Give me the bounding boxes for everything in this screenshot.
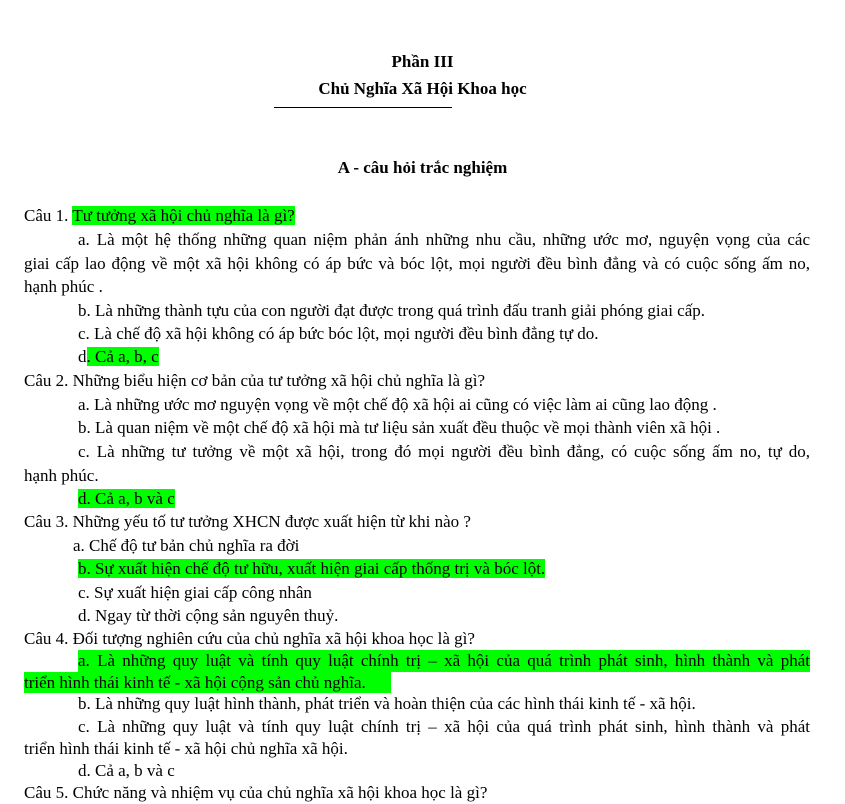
question-1-prefix: Câu 1. xyxy=(24,206,73,225)
q4-answer-c-line-2: triển hình thái kinh tế - xã hội chủ nghĩa xã hội. xyxy=(24,739,348,758)
subject-heading: Chủ Nghĩa Xã Hội Khoa học xyxy=(318,79,527,98)
q4-answer-a-line-1: a. Là những quy luật và tính quy luật chính trị – xã hội của quá trình phát sinh, hình thành và phát xyxy=(78,651,810,670)
q1-answer-d xyxy=(78,346,159,368)
q3-answer-d: d. Ngay từ thời cộng sản nguyên thuỷ. xyxy=(78,606,339,625)
q1-answer-a-line-2: giai cấp lao động về một xã hội không có áp bức và bóc lột, mọi người đều bình đẳng và có cuộc sống ấm no, xyxy=(24,254,810,273)
question-1-text: Tư tưởng xã hội chủ nghĩa là gì? xyxy=(72,206,295,225)
part-heading: Phần III xyxy=(391,52,454,71)
q1-answer-a-line-1: a. Là một hệ thống những quan niệm phản ánh những nhu cầu, những ước mơ, nguyện vọng của các xyxy=(78,230,810,249)
q1-answer-b: b. Là những thành tựu của con người đạt được trong quá trình đấu tranh giải phóng giai cấp. xyxy=(78,301,706,320)
q2-answer-d xyxy=(78,488,175,510)
q2-answer-b: b. Là quan niệm về một chế độ xã hội mà tư liệu sản xuất đều thuộc về mọi thành viên xã hội . xyxy=(78,418,721,437)
q1-answer-c: c. Là chế độ xã hội không có áp bức bóc lột, mọi người đều bình đẳng tự do. xyxy=(78,324,599,343)
q4-answer-d: d. Cả a, b và c xyxy=(78,761,175,780)
q1-answer-d-text: . Cả a, b, c xyxy=(86,347,159,366)
question-1 xyxy=(24,205,295,227)
question-2: Câu 2. Những biểu hiện cơ bản của tư tưởng xã hội chủ nghĩa là gì? xyxy=(24,371,486,390)
question-5: Câu 5. Chức năng và nhiệm vụ của chủ nghĩa xã hội khoa học là gì? xyxy=(24,783,488,802)
q3-answer-c: c. Sự xuất hiện giai cấp công nhân xyxy=(78,583,312,602)
question-3: Câu 3. Những yếu tố tư tưởng XHCN được xuất hiện từ khi nào ? xyxy=(24,512,471,531)
q2-answer-d-text: d. Cả a, b và c xyxy=(78,489,175,508)
q3-answer-b xyxy=(78,558,545,580)
heading-divider xyxy=(274,107,452,108)
q2-answer-c-line-1: c. Là những tư tưởng về một xã hội, trong đó mọi người đều bình đẳng, có cuộc sống ấm no, tự do, xyxy=(78,442,810,461)
q1-answer-d-letter: d xyxy=(78,347,87,366)
q4-answer-c-line-1: c. Là những quy luật và tính quy luật chính trị – xã hội của quá trình phát sinh, hình thành và phát xyxy=(78,717,810,736)
section-heading: A - câu hỏi trắc nghiệm xyxy=(337,158,508,177)
q3-answer-b-text: b. Sự xuất hiện chế độ tư hữu, xuất hiện giai cấp thống trị và bóc lột. xyxy=(78,559,546,578)
q2-answer-a: a. Là những ước mơ nguyện vọng về một chế độ xã hội ai cũng có việc làm ai cũng lao động . xyxy=(78,395,717,414)
q2-answer-c-line-2: hạnh phúc. xyxy=(24,466,99,485)
q3-answer-a: a. Chế độ tư bản chủ nghĩa ra đời xyxy=(73,536,300,555)
q4-answer-b: b. Là những quy luật hình thành, phát triển và hoàn thiện của các hình thái kinh tế - xã hội. xyxy=(78,694,696,713)
q4-answer-a-line-2: triển hình thái kinh tế - xã hội cộng sản chủ nghĩa. xyxy=(24,673,366,692)
question-4: Câu 4. Đối tượng nghiên cứu của chủ nghĩa xã hội khoa học là gì? xyxy=(24,629,475,648)
q1-answer-a-line-3: hạnh phúc . xyxy=(24,277,103,296)
